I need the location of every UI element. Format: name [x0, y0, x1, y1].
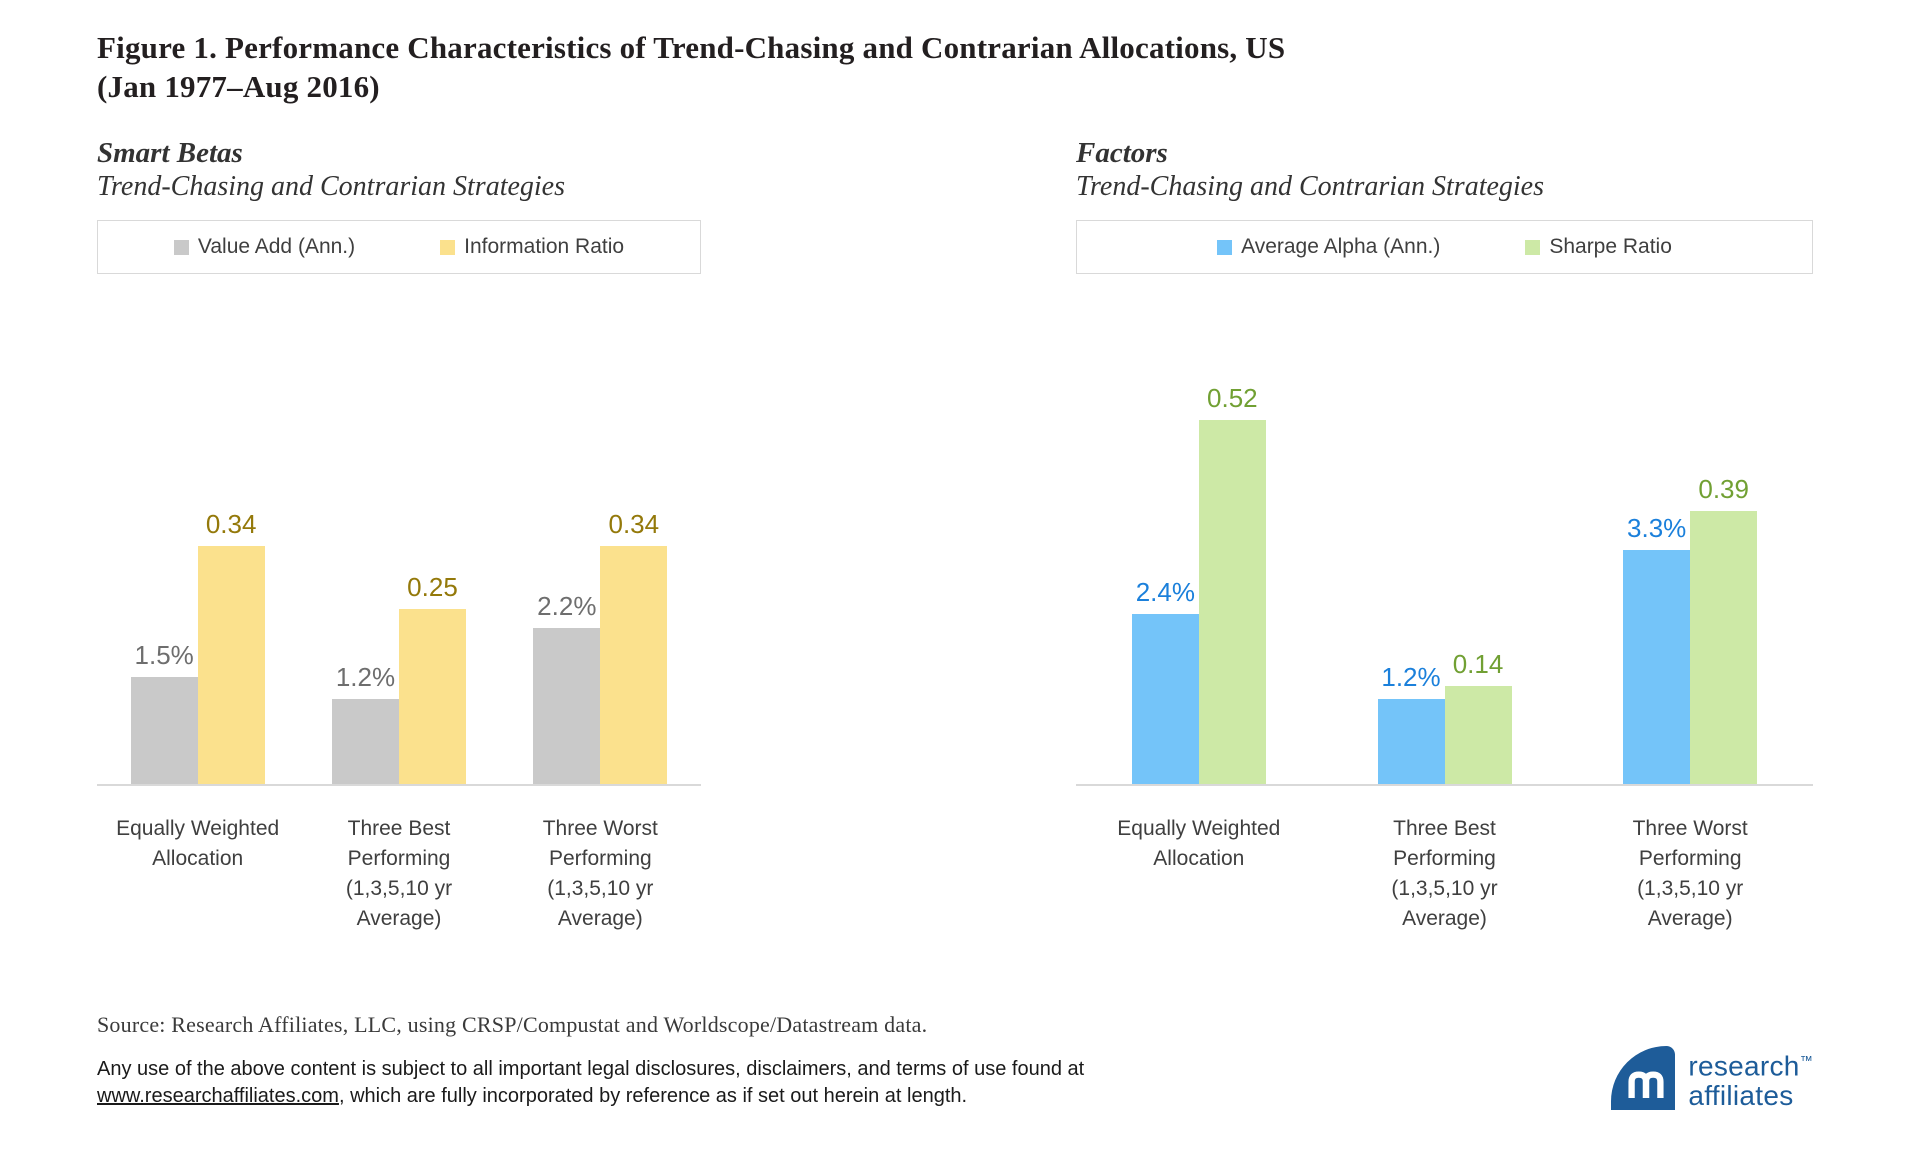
- legend-item: [174, 235, 355, 259]
- logo-word-research: research: [1688, 1050, 1800, 1082]
- chart-subheading: Trend-Chasing and Contrarian Strategies: [97, 171, 566, 202]
- bar: [1199, 420, 1266, 784]
- chart-smart-betas: [97, 136, 701, 934]
- bar-value-label: 0.52: [1207, 383, 1258, 413]
- legal-disclaimer: [97, 1056, 1127, 1110]
- category-label: Three Best Performing (1,3,5,10 yr Average): [345, 817, 453, 930]
- bar-box: [533, 593, 600, 784]
- disclaimer-text-start: Any use of the above content is subject to all important legal disclosures, disclaimers, and terms of use found at: [97, 1058, 1085, 1080]
- bar-group: [1076, 274, 1322, 784]
- legend-swatch-icon: [440, 240, 455, 255]
- bar: [1378, 699, 1445, 784]
- logo-wordmark: [1688, 1046, 1813, 1109]
- bar-box: [1378, 664, 1445, 784]
- bar-box: [1623, 515, 1690, 784]
- bar: [1445, 686, 1512, 784]
- legend-item: [1525, 235, 1672, 259]
- bar-chart-plot: [97, 274, 701, 786]
- legend-item: [1217, 235, 1440, 259]
- source-note: Source: Research Affiliates, LLC, using CRSP/Compustat and Worldscope/Datastream data.: [97, 1012, 928, 1037]
- bar: [399, 609, 466, 784]
- category-axis: [97, 814, 701, 934]
- category-label: Three Best Performing (1,3,5,10 yr Average): [1391, 817, 1498, 930]
- legend-label: Average Alpha (Ann.): [1241, 235, 1441, 258]
- bar-value-label: 3.3%: [1627, 513, 1687, 543]
- researchaffiliates-link[interactable]: www.researchaffiliates.com: [97, 1085, 339, 1107]
- bar-box: [1445, 651, 1512, 784]
- legend-label: Value Add (Ann.): [197, 235, 356, 258]
- research-affiliates-logo: [1611, 1046, 1813, 1110]
- bar-value-label: 0.39: [1698, 474, 1749, 504]
- legend: [1076, 220, 1813, 274]
- figure-title: [97, 28, 1813, 106]
- bar: [198, 546, 265, 784]
- bar-group: [1322, 274, 1568, 784]
- figure-title-line2: (Jan 1977–Aug 2016): [97, 69, 380, 104]
- bar-box: [1132, 579, 1199, 784]
- legend-item: [440, 235, 624, 259]
- bar-value-label: 0.34: [205, 509, 257, 539]
- bar-value-label: 0.34: [608, 509, 660, 539]
- bar: [131, 677, 198, 784]
- category-label: Equally Weighted Allocation: [1117, 817, 1281, 870]
- legend-swatch-icon: [174, 240, 189, 255]
- bar-value-label: 2.2%: [537, 591, 597, 621]
- bar-group: [298, 274, 499, 784]
- bar: [1690, 511, 1757, 784]
- legend-label: Sharpe Ratio: [1549, 235, 1672, 258]
- bar-value-label: 1.5%: [134, 640, 194, 670]
- trademark-symbol: ™: [1799, 1053, 1813, 1069]
- bar-value-label: 0.25: [407, 572, 458, 602]
- legend-swatch-icon: [1525, 240, 1540, 255]
- category-axis: [1076, 814, 1813, 934]
- category-label: Equally Weighted Allocation: [116, 817, 280, 870]
- bar-box: [1199, 385, 1266, 784]
- bar-box: [131, 642, 198, 784]
- bar-value-label: 1.2%: [335, 662, 396, 692]
- category-label: Three Worst Performing (1,3,5,10 yr Average): [1632, 817, 1748, 930]
- bar-group: [500, 274, 701, 784]
- logo-word-affiliates: affiliates: [1688, 1079, 1794, 1111]
- bar-value-label: 0.14: [1452, 649, 1504, 679]
- figure-title-line1: Figure 1. Performance Characteristics of Trend-Chasing and Contrarian Allocations, US: [97, 30, 1286, 65]
- bar-group: [1567, 274, 1813, 784]
- bar: [1132, 614, 1199, 784]
- legend-label: Information Ratio: [464, 235, 625, 258]
- bar-group: [97, 274, 298, 784]
- charts-row: [97, 136, 1813, 934]
- bar: [1623, 550, 1690, 784]
- ra-monogram-icon: [1611, 1046, 1675, 1110]
- legend-swatch-icon: [1217, 240, 1232, 255]
- bar-box: [198, 511, 265, 784]
- bar: [600, 546, 667, 784]
- bar-chart-plot: [1076, 274, 1813, 786]
- bar-box: [600, 511, 667, 784]
- chart-factors: [1076, 136, 1813, 934]
- footer: [97, 1012, 1813, 1110]
- bar-box: [332, 664, 399, 784]
- chart-heading: Factors: [1076, 137, 1168, 169]
- bar: [332, 699, 399, 784]
- bar-box: [1690, 476, 1757, 784]
- chart-heading: Smart Betas: [97, 137, 243, 169]
- bar-value-label: 2.4%: [1135, 577, 1195, 607]
- chart-subheading: Trend-Chasing and Contrarian Strategies: [1076, 171, 1545, 202]
- bar: [533, 628, 600, 784]
- category-label: Three Worst Performing (1,3,5,10 yr Average): [542, 817, 658, 930]
- bar-value-label: 1.2%: [1381, 662, 1441, 692]
- disclaimer-text-end: , which are fully incorporated by reference as if set out herein at length.: [338, 1085, 968, 1107]
- bar-box: [399, 574, 466, 784]
- legend: [97, 220, 701, 274]
